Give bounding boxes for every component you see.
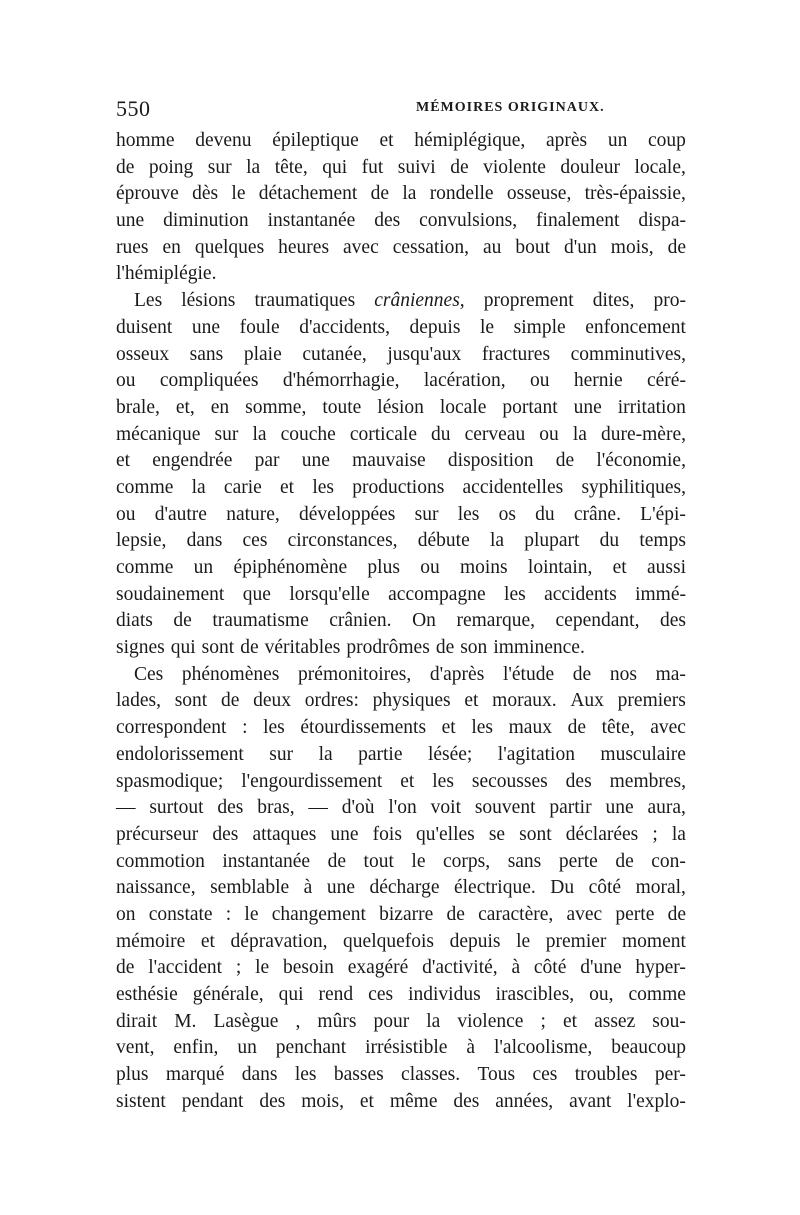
text-line: ou d'autre nature, développées sur les os du crâne. L'épi- — [116, 503, 686, 525]
running-title: MÉMOIRES ORIGINAUX. — [416, 100, 605, 115]
text-line: correspondent : les étourdissements et les maux de tête, avec — [116, 717, 686, 739]
text-line: duisent une foule d'accidents, depuis le simple enfoncement — [116, 316, 686, 338]
text-line: précurseur des attaques une fois qu'elles se sont déclarées ; la — [116, 823, 686, 845]
text-line: commotion instantanée de tout le corps, sans perte de con- — [116, 850, 686, 872]
text-line: une diminution instantanée des convulsions, finalement dispa- — [116, 210, 686, 232]
page-number: 550 — [116, 96, 151, 121]
text-line: ou compliquées d'hémorrhagie, lacération, ou hernie céré- — [116, 370, 686, 392]
text-line: Les lésions traumatiques crâniennes, proprement dites, pro- — [134, 290, 686, 312]
text-line: sistent pendant des mois, et même des années, avant l'explo- — [116, 1090, 686, 1112]
text-line: l'hémiplégie. — [116, 263, 217, 285]
text-line: de l'accident ; le besoin exagéré d'activité, à côté d'une hyper- — [116, 957, 686, 979]
text-line: naissance, semblable à une décharge électrique. Du côté moral, — [116, 877, 686, 899]
text-line: et engendrée par une mauvaise disposition de l'économie, — [116, 450, 686, 472]
page-header — [116, 96, 686, 122]
text-line: soudainement que lorsqu'elle accompagne les accidents immé- — [116, 583, 686, 605]
text-line: mémoire et dépravation, quelquefois depuis le premier moment — [116, 930, 686, 952]
text-line: comme un épiphénomène plus ou moins lointain, et aussi — [116, 557, 686, 578]
text-line: on constate : le changement bizarre de caractère, avec perte de — [116, 903, 686, 925]
text-line: de poing sur la tête, qui fut suivi de violente douleur locale, — [116, 156, 686, 178]
text-line: homme devenu épileptique et hémiplégique, après un coup — [116, 130, 686, 151]
text-line: brale, et, en somme, toute lésion locale portant une irritation — [116, 396, 686, 418]
text-line: signes qui sont de véritables prodrômes de son imminence. — [116, 637, 585, 659]
text-line: spasmodique; l'engourdissement et les secousses des membres, — [116, 770, 686, 792]
text-line: comme la carie et les productions accidentelles syphilitiques, — [116, 476, 686, 498]
text-line: rues en quelques heures avec cessation, au bout d'un mois, de — [116, 236, 686, 258]
text-line: endolorissement sur la partie lésée; l'agitation musculaire — [116, 743, 686, 765]
text-line: — surtout des bras, — d'où l'on voit souvent partir une aura, — [116, 797, 686, 819]
text-line: dirait M. Lasègue , mûrs pour la violence ; et assez sou- — [116, 1010, 686, 1032]
text-line: lepsie, dans ces circonstances, débute la plupart du temps — [116, 530, 686, 552]
text-line: esthésie générale, qui rend ces individus irascibles, ou, comme — [116, 984, 686, 1005]
text-line: éprouve dès le détachement de la rondelle osseuse, très-épaissie, — [116, 183, 686, 205]
text-line: diats de traumatisme crânien. On remarque, cependant, des — [116, 610, 686, 632]
text-line: Ces phénomènes prémonitoires, d'après l'étude de nos ma- — [134, 663, 686, 685]
text-line: lades, sont de deux ordres: physiques et moraux. Aux premiers — [116, 690, 686, 712]
text-line: plus marqué dans les basses classes. Tous ces troubles per- — [116, 1064, 686, 1086]
text-line: mécanique sur la couche corticale du cerveau ou la dure-mère, — [116, 423, 686, 445]
body-text — [116, 128, 686, 1115]
text-line: osseux sans plaie cutanée, jusqu'aux fractures comminutives, — [116, 343, 686, 365]
text-line: vent, enfin, un penchant irrésistible à l'alcoolisme, beaucoup — [116, 1037, 686, 1059]
